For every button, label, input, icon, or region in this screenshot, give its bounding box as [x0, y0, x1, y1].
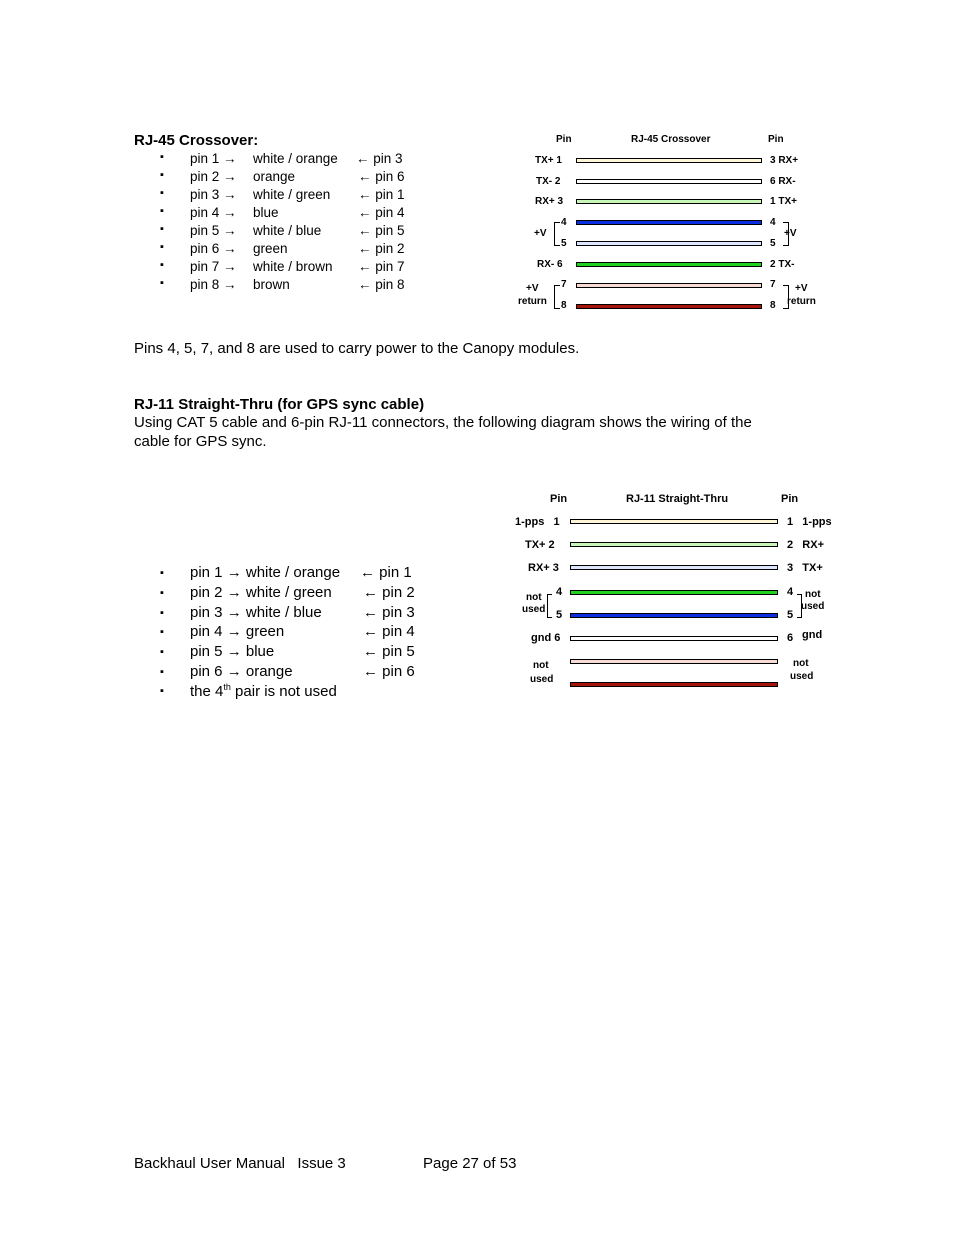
right-pin-label: not: [805, 589, 821, 600]
wire-white-orange: [570, 519, 778, 524]
bullet-icon: ▪: [160, 223, 164, 235]
left-pin-label: gnd 6: [531, 632, 561, 644]
wire-white-blue: [570, 565, 778, 570]
right-pin-label: 6 RX-: [770, 176, 796, 187]
rj11-pin-list: ▪ pin 1 → white / orange ← pin 1 ▪ pin 2 → white / green ← pin 2 ▪ pin 3 → white / blue ← pin 3 ▪ pin 4 → green ← pin 4 ▪ pin 5 → blue ← pin 5 ▪ pin 6 → orange ← pin 6 ▪ the 4th pair is not used: [160, 564, 415, 700]
last-item-text: the 4th pair is not used: [190, 682, 337, 700]
left-pin-label: 1-pps 1: [515, 516, 560, 528]
power-note: Pins 4, 5, 7, and 8 are used to carry power to the Canopy modules.: [134, 340, 580, 357]
right-pin-label: 6: [787, 632, 794, 644]
rj11-intro-line2: cable for GPS sync.: [134, 433, 267, 450]
bullet-icon: ▪: [160, 205, 164, 217]
pin-label-right: Pin: [768, 134, 784, 145]
right-pin-label: 5: [770, 238, 776, 249]
rj11-heading: RJ-11 Straight-Thru (for GPS sync cable): [134, 396, 425, 413]
wire-white-green: [570, 542, 778, 547]
rj45-heading: RJ-45 Crossover:: [134, 132, 259, 149]
left-pin-label: RX- 6: [537, 259, 563, 270]
right-pin-label: 2 TX-: [770, 259, 795, 270]
bullet-icon: ▪: [160, 277, 164, 289]
right-pin-label: +V: [784, 228, 797, 239]
bullet-icon: ▪: [160, 587, 164, 599]
left-pin-label: used: [522, 604, 546, 615]
left-pin-label: TX+ 2: [525, 539, 555, 551]
right-pin-label: used: [790, 671, 814, 682]
bracket-left-4-5: [554, 222, 560, 246]
wire-green: [576, 262, 762, 267]
right-pin-label: 5: [787, 609, 794, 621]
left-pin-label: used: [530, 674, 554, 685]
pin-label-left: Pin: [556, 134, 572, 145]
rj45-crossover-diagram: [510, 130, 830, 320]
footer-page: Page 27 of 53: [423, 1155, 517, 1172]
bullet-icon: ▪: [160, 626, 164, 638]
left-pin-label: 8: [561, 300, 567, 311]
wire-blue: [570, 613, 778, 618]
left-pin-label: 5: [561, 238, 567, 249]
left-pin-label: TX- 2: [536, 176, 561, 187]
footer-manual: Backhaul User Manual Issue 3: [134, 1155, 346, 1172]
left-pin-label: 7: [561, 279, 567, 290]
wire-white-brown: [570, 659, 778, 664]
left-pin-label: 4: [556, 586, 563, 598]
bracket-right-4-5: [783, 222, 789, 246]
bullet-icon: ▪: [160, 607, 164, 619]
wire-blue: [576, 220, 762, 225]
wire-white-blue: [576, 241, 762, 246]
left-pin-label: RX+ 3: [528, 562, 559, 574]
right-pin-label: 8: [770, 300, 776, 311]
right-pin-label: 4: [770, 217, 776, 228]
wire-brown: [576, 304, 762, 309]
wire-green: [570, 590, 778, 595]
right-pin-label: 2 RX+: [787, 539, 824, 551]
bullet-icon: ▪: [160, 187, 164, 199]
right-pin-label: return: [787, 296, 816, 307]
bullet-icon: ▪: [160, 241, 164, 253]
bracket-left-4-5: [547, 594, 552, 618]
bullet-icon: ▪: [160, 646, 164, 658]
left-pin-label: +V: [526, 283, 539, 294]
bullet-icon: ▪: [160, 567, 164, 579]
diagram-title: RJ-45 Crossover: [631, 134, 711, 145]
bullet-icon: ▪: [160, 151, 164, 163]
pin-label-right: Pin: [781, 493, 799, 505]
rj11-intro-line1: Using CAT 5 cable and 6-pin RJ-11 connectors, the following diagram shows the wiring of the: [134, 414, 752, 431]
rj45-pin-list: ▪ pin 1 → white / orange ← pin 3 ▪ pin 2 → orange ← pin 6 ▪ pin 3 → white / green ← pin 1 ▪ pin 4 → blue ← pin 4 ▪ pin 5 → white / blue ← pin 5 ▪ pin 6 → green ← pin 2 ▪ pin 7 → white / brown ← pin 7 ▪ pin 8 → brown ← pin 8: [160, 151, 405, 292]
bracket-right-7-8: [783, 285, 789, 309]
wire-orange: [570, 636, 778, 641]
rj11-straight-thru-diagram: [500, 488, 845, 698]
bracket-right-4-5: [797, 594, 802, 618]
right-pin-label: 1 1-pps: [787, 516, 832, 528]
right-pin-label: 3 RX+: [770, 155, 799, 166]
left-pin-label: RX+ 3: [535, 196, 564, 207]
bracket-left-7-8: [554, 285, 560, 309]
wire-white-brown: [576, 283, 762, 288]
right-pin-label: not: [793, 658, 809, 669]
left-pin-label: return: [518, 296, 547, 307]
right-pin-label: gnd: [802, 629, 823, 641]
wire-orange: [576, 179, 762, 184]
wire-white-orange: [576, 158, 762, 163]
diagram-title: RJ-11 Straight-Thru: [626, 493, 729, 505]
right-pin-label: 3 TX+: [787, 562, 823, 574]
bullet-icon: ▪: [160, 685, 164, 697]
right-pin-label: 4: [787, 586, 794, 598]
left-pin-label: TX+ 1: [535, 155, 562, 166]
left-pin-label: 4: [561, 217, 567, 228]
pin-label-left: Pin: [550, 493, 568, 505]
left-pin-label: +V: [534, 228, 547, 239]
bullet-icon: ▪: [160, 259, 164, 271]
wire-brown: [570, 682, 778, 687]
right-pin-label: 1 TX+: [770, 196, 797, 207]
right-pin-label: 7: [770, 279, 776, 290]
left-pin-label: not: [526, 592, 542, 603]
wire-white-green: [576, 199, 762, 204]
bullet-icon: ▪: [160, 666, 164, 678]
left-pin-label: not: [533, 660, 549, 671]
right-pin-label: used: [801, 601, 825, 612]
bullet-icon: ▪: [160, 169, 164, 181]
right-pin-label: +V: [795, 283, 808, 294]
left-pin-label: 5: [556, 609, 563, 621]
